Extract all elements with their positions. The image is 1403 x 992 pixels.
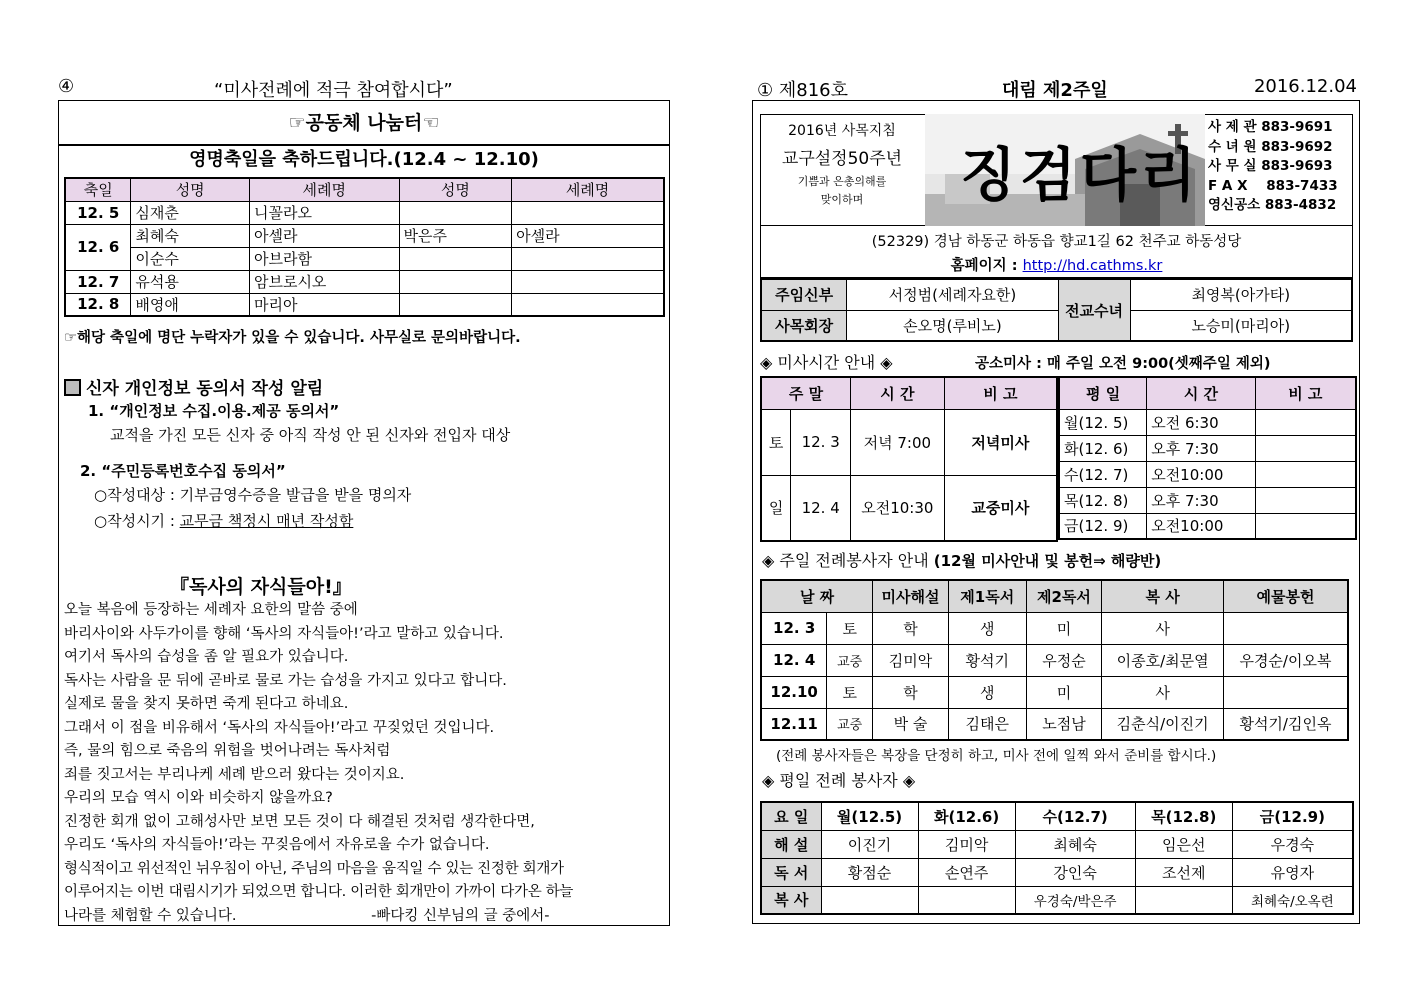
weekday-server-cell: 우경숙/박은주 (1015, 886, 1135, 914)
table-row (65, 224, 664, 247)
staff-label: 사목회장 (761, 310, 847, 341)
server-header: 복 사 (1102, 580, 1224, 612)
contact-item: F A X 883-7433 (1208, 177, 1338, 194)
article-title: 『독사의 자식들아!』 (170, 576, 352, 598)
pastoral-line: 2016년 사목지침 (788, 123, 896, 139)
server-altar: 사 (1102, 676, 1224, 708)
server-comment: 김미악 (873, 644, 949, 676)
weekday-server-cell: 임은선 (1135, 830, 1232, 858)
pastoral-line: 교구설정50주년 (781, 149, 903, 169)
weekday-note (1255, 513, 1356, 539)
server-footnote: (전례 봉사자들은 복장을 단정히 하고, 미사 전에 일찍 와서 준비를 합시다.) (776, 748, 1217, 764)
feast-baptism (512, 201, 664, 224)
staff-label: 전교수녀 (1058, 279, 1130, 341)
server-header: 날 짜 (761, 580, 873, 612)
weekend-mass-table (760, 376, 1058, 542)
contact-item: 영신공소 883-4832 (1208, 197, 1337, 213)
privacy-item1-title: 1. “개인정보 수집.이용.제공 동의서” (88, 402, 340, 420)
weekday-server-header: 요 일 (761, 802, 821, 830)
table-row (761, 612, 1348, 644)
pastoral-guideline (762, 120, 922, 207)
left-page-header (58, 76, 670, 100)
server-date: 12.11 (761, 708, 827, 740)
server-type: 교중 (827, 708, 873, 740)
mass-title: ◈ 미사시간 안내 ◈ (760, 353, 893, 372)
homepage-label: 홈페이지 : (950, 258, 1023, 274)
checkbox-square-icon (64, 379, 81, 396)
weekday-note (1255, 435, 1356, 461)
staff-value: 손오명(루비노) (847, 310, 1058, 341)
feast-note: ☞해당 축일에 명단 누락자가 있을 수 있습니다. 사무실로 문의바랍니다. (64, 330, 521, 346)
privacy-item2-title: 2. “주민등록번호수집 동의서” (80, 462, 286, 480)
address-block (760, 226, 1353, 278)
feast-baptism: 마리아 (249, 293, 399, 316)
feast-name: 박은주 (399, 224, 512, 247)
table-row (65, 270, 664, 293)
weekday-day: 목(12. 8) (1059, 487, 1147, 513)
server-reading2: 우정순 (1026, 644, 1102, 676)
article-line: 우리도 ‘독사의 자식들아!’라는 꾸짖음에서 자유로울 수가 없습니다. (64, 837, 490, 853)
article-line: 독사는 사람을 문 뒤에 곧바로 물로 가는 습성을 가지고 있다고 합니다. (64, 672, 507, 689)
article-line: 진정한 회개 없이 고해성사만 보면 모든 것이 다 해결된 것처럼 생각한다면, (64, 813, 535, 830)
weekday-header: 비 고 (1255, 377, 1356, 409)
weekday-day: 금(12. 9) (1059, 513, 1147, 539)
feast-baptism (512, 270, 664, 293)
weekday-server-header: 수(12.7) (1015, 802, 1135, 830)
weekend-time: 저녁 7:00 (851, 409, 945, 475)
feast-baptism (512, 247, 664, 270)
table-row (1059, 513, 1356, 539)
table-row (1059, 461, 1356, 487)
weekday-server-cell: 최혜숙/오옥련 (1232, 886, 1353, 914)
weekday-server-cell: 김미악 (918, 830, 1015, 858)
table-row (761, 708, 1348, 740)
server-altar: 김춘식/이진기 (1102, 708, 1224, 740)
weekday-time: 오전10:00 (1147, 513, 1255, 539)
pastoral-line: 기쁨과 은총의해를 (797, 175, 887, 188)
table-row (761, 475, 1057, 541)
staff-label: 주임신부 (761, 279, 847, 310)
weekday-day: 화(12. 6) (1059, 435, 1147, 461)
right-page-header (757, 76, 1357, 100)
weekday-server-cell: 유영자 (1232, 858, 1353, 886)
weekday-note (1255, 487, 1356, 513)
server-altar: 이종호/최문열 (1102, 644, 1224, 676)
server-type: 토 (827, 676, 873, 708)
weekday-day: 월(12. 5) (1059, 409, 1147, 435)
staff-value: 최영복(아가타) (1130, 279, 1352, 310)
table-row (65, 247, 664, 270)
left-slogan: “미사전례에 적극 참여합시다” (214, 80, 453, 101)
server-type: 교중 (827, 644, 873, 676)
feast-table (64, 177, 665, 317)
weekend-note: 저녁미사 (944, 409, 1057, 475)
weekday-server-header-row (761, 802, 1353, 830)
privacy-time-value: 교무금 책정시 매년 작성함 (179, 512, 354, 530)
feast-date: 12. 6 (65, 224, 131, 270)
issue-date: 2016.12.04 (1253, 76, 1357, 97)
feast-name (399, 201, 512, 224)
privacy-item2-target (94, 484, 411, 505)
table-row (761, 830, 1353, 858)
weekday-server-cell: 이진기 (821, 830, 918, 858)
privacy-item1-desc: 교적을 가진 모든 신자 중 아직 작성 안 된 신자와 전입자 대상 (110, 426, 511, 444)
liturgical-season: 대림 제2주일 (1002, 80, 1108, 101)
table-row (1059, 487, 1356, 513)
homepage (761, 254, 1352, 275)
feast-baptism: 니꼴라오 (249, 201, 399, 224)
table-row (761, 409, 1057, 475)
weekday-server-cell: 강인숙 (1015, 858, 1135, 886)
server-reading1: 생 (948, 676, 1026, 708)
table-row (761, 310, 1352, 341)
contact-item: 사 무 실 883-9693 (1208, 158, 1333, 174)
table-row (761, 279, 1352, 310)
weekend-note: 교중미사 (944, 475, 1057, 541)
weekday-server-cell (1135, 886, 1232, 914)
server-reading2: 미 (1026, 676, 1102, 708)
server-reading2: 노점남 (1026, 708, 1102, 740)
feast-baptism (512, 293, 664, 316)
weekday-note (1255, 461, 1356, 487)
feast-title: 영명축일을 축하드립니다.(12.4 ~ 12.10) (189, 149, 539, 170)
weekend-date: 12. 3 (791, 409, 851, 475)
article-body (64, 599, 668, 928)
weekday-time: 오후 7:30 (1147, 487, 1255, 513)
article-line: 여기서 독사의 습성을 좀 알 필요가 있습니다. (64, 649, 349, 665)
weekday-server-label: 복 사 (761, 886, 821, 914)
feast-name: 배영애 (131, 293, 250, 316)
table-row (761, 858, 1353, 886)
weekday-header-row (1059, 377, 1356, 409)
feast-header-baptism: 세례명 (512, 178, 664, 201)
server-header: 미사해설 (873, 580, 949, 612)
weekend-day: 일 (761, 475, 791, 541)
article-line: 우리의 모습 역시 이와 비슷하지 않을까요? (64, 790, 333, 806)
weekday-server-cell: 손연주 (918, 858, 1015, 886)
feast-name: 유석용 (131, 270, 250, 293)
weekday-time: 오전 6:30 (1147, 409, 1255, 435)
privacy-target-value: 기부금영수증을 발급을 받을 명의자 (179, 486, 412, 504)
staff-value: 서정범(세례자요한) (847, 279, 1058, 310)
server-title: ◈ 주일 전례봉사자 안내 (762, 551, 929, 570)
feast-header-name: 성명 (399, 178, 512, 201)
address: (52329) 경남 하동군 하동읍 향교1길 62 천주교 하동성당 (871, 234, 1242, 250)
feast-baptism: 아브라함 (249, 247, 399, 270)
feast-name: 최혜숙 (131, 224, 250, 247)
issue-number: ① 제816호 (757, 80, 848, 101)
weekday-server-label: 해 설 (761, 830, 821, 858)
contact-item: 수 녀 원 883-9692 (1208, 138, 1333, 155)
article-line: 실제로 물을 찾지 못하면 죽게 된다고 하네요. (64, 696, 349, 712)
server-header: 예물봉헌 (1223, 580, 1348, 612)
weekday-time: 오전10:00 (1147, 461, 1255, 487)
table-row (761, 644, 1348, 676)
community-section-title: ☞공동체 나눔터☜ (58, 100, 670, 146)
weekend-day: 토 (761, 409, 791, 475)
feast-baptism: 암브로시오 (249, 270, 399, 293)
article-line: 바리사이와 사두가이를 향해 ‘독사의 자식들아!’라고 말하고 있습니다. (64, 625, 504, 642)
mass-note: 공소미사 : 매 주일 오전 9:00(셋째주일 제외) (975, 356, 1271, 372)
server-note: (12월 미사안내 및 봉헌⇒ 해량반) (933, 552, 1162, 570)
weekday-header: 평 일 (1059, 377, 1147, 409)
weekday-server-cell: 우경숙 (1232, 830, 1353, 858)
privacy-item2-time (94, 510, 353, 531)
feast-baptism: 아셀라 (512, 224, 664, 247)
weekend-header: 비 고 (944, 377, 1057, 409)
table-row (1059, 409, 1356, 435)
server-comment: 박 술 (873, 708, 949, 740)
article-source: -빠다킹 신부님의 글 중에서- (371, 907, 550, 924)
table-row (65, 201, 664, 224)
staff-table (760, 278, 1353, 342)
server-offering: 황석기/김인옥 (1223, 708, 1348, 740)
server-offering (1223, 612, 1348, 644)
server-reading1: 황석기 (948, 644, 1026, 676)
left-page-number: ④ (58, 76, 75, 97)
server-reading2: 미 (1026, 612, 1102, 644)
server-date: 12.10 (761, 676, 827, 708)
weekday-mass-table (1058, 376, 1357, 540)
weekday-header: 시 간 (1147, 377, 1255, 409)
weekday-note (1255, 409, 1356, 435)
contact-list (1208, 118, 1338, 216)
feast-baptism: 아셀라 (249, 224, 399, 247)
weekday-server-header: 금(12.9) (1232, 802, 1353, 830)
article-line: 죄를 짓고서는 부리나케 세례 받으러 왔다는 것이지요. (64, 766, 405, 783)
article-line: 형식적이고 위선적인 뉘우침이 아닌, 주님의 마음을 움직일 수 있는 진정한 회개가 (64, 860, 564, 877)
server-offering: 우경순/이오복 (1223, 644, 1348, 676)
privacy-target-label: ○작성대상 : (94, 486, 180, 504)
contact-item: 사 제 관 883-9691 (1208, 119, 1333, 135)
feast-date: 12. 8 (65, 293, 131, 316)
server-date: 12. 3 (761, 612, 827, 644)
article-line: 즉, 물의 힘으로 죽음의 위험을 벗어나려는 독사처럼 (64, 743, 391, 759)
article-line: 그래서 이 점을 비유해서 ‘독사의 자식들아!’라고 꾸짖었던 것입니다. (64, 719, 495, 736)
weekday-server-header: 목(12.8) (1135, 802, 1232, 830)
article-line: 오늘 복음에 등장하는 세례자 요한의 말씀 중에 (64, 602, 358, 618)
sunday-server-table (760, 579, 1349, 741)
weekend-header: 주 말 (761, 377, 851, 409)
homepage-link[interactable]: http://hd.cathms.kr (1022, 258, 1163, 274)
feast-name (399, 247, 512, 270)
weekday-server-header: 화(12.6) (918, 802, 1015, 830)
feast-date: 12. 7 (65, 270, 131, 293)
feast-header-name: 성명 (131, 178, 250, 201)
feast-name (399, 293, 512, 316)
privacy-heading (64, 374, 323, 399)
table-row (761, 886, 1353, 914)
feast-header-baptism: 세례명 (249, 178, 399, 201)
article-line (64, 905, 668, 929)
newsletter-name: 징검다리 (960, 141, 1201, 209)
feast-name (399, 270, 512, 293)
feast-date: 12. 5 (65, 201, 131, 224)
server-header: 제2독서 (1026, 580, 1102, 612)
server-altar: 사 (1102, 612, 1224, 644)
weekend-date: 12. 4 (791, 475, 851, 541)
server-header: 제1독서 (948, 580, 1026, 612)
server-type: 토 (827, 612, 873, 644)
table-row (761, 676, 1348, 708)
weekday-server-cell: 황점순 (821, 858, 918, 886)
table-row (1059, 435, 1356, 461)
server-comment: 학 (873, 676, 949, 708)
weekday-server-title: ◈ 평일 전례 봉사자 ◈ (762, 771, 916, 790)
staff-value: 노승미(마리아) (1130, 310, 1352, 341)
weekday-server-cell: 최혜숙 (1015, 830, 1135, 858)
server-reading1: 생 (948, 612, 1026, 644)
server-offering (1223, 676, 1348, 708)
server-date: 12. 4 (761, 644, 827, 676)
server-heading (762, 548, 1161, 571)
feast-header-date: 축일 (65, 178, 131, 201)
weekday-time: 오후 7:30 (1147, 435, 1255, 461)
server-comment: 학 (873, 612, 949, 644)
weekday-server-cell (821, 886, 918, 914)
weekday-server-cell (918, 886, 1015, 914)
weekday-server-cell: 조선제 (1135, 858, 1232, 886)
weekday-server-table (760, 801, 1354, 915)
article-last-line: 나라를 체험할 수 있습니다. (64, 907, 237, 924)
feast-name: 심재춘 (131, 201, 250, 224)
weekend-header: 시 간 (851, 377, 945, 409)
privacy-time-label: ○작성시기 : (94, 512, 180, 530)
weekend-header-row (761, 377, 1057, 409)
pastoral-line: 맞이하며 (820, 193, 864, 206)
weekday-server-label: 독 서 (761, 858, 821, 886)
feast-header-row (65, 178, 664, 201)
feast-name: 이순수 (131, 247, 250, 270)
weekday-day: 수(12. 7) (1059, 461, 1147, 487)
article-line: 이루어지는 이번 대림시기가 되었으면 합니다. 이러한 회개만이 가까이 다가온 하늘 (64, 884, 574, 900)
weekday-server-header: 월(12.5) (821, 802, 918, 830)
server-reading1: 김태은 (948, 708, 1026, 740)
table-row (65, 293, 664, 316)
weekend-time: 오전10:30 (851, 475, 945, 541)
server-header-row (761, 580, 1348, 612)
privacy-title: 신자 개인정보 동의서 작성 알림 (86, 379, 324, 399)
